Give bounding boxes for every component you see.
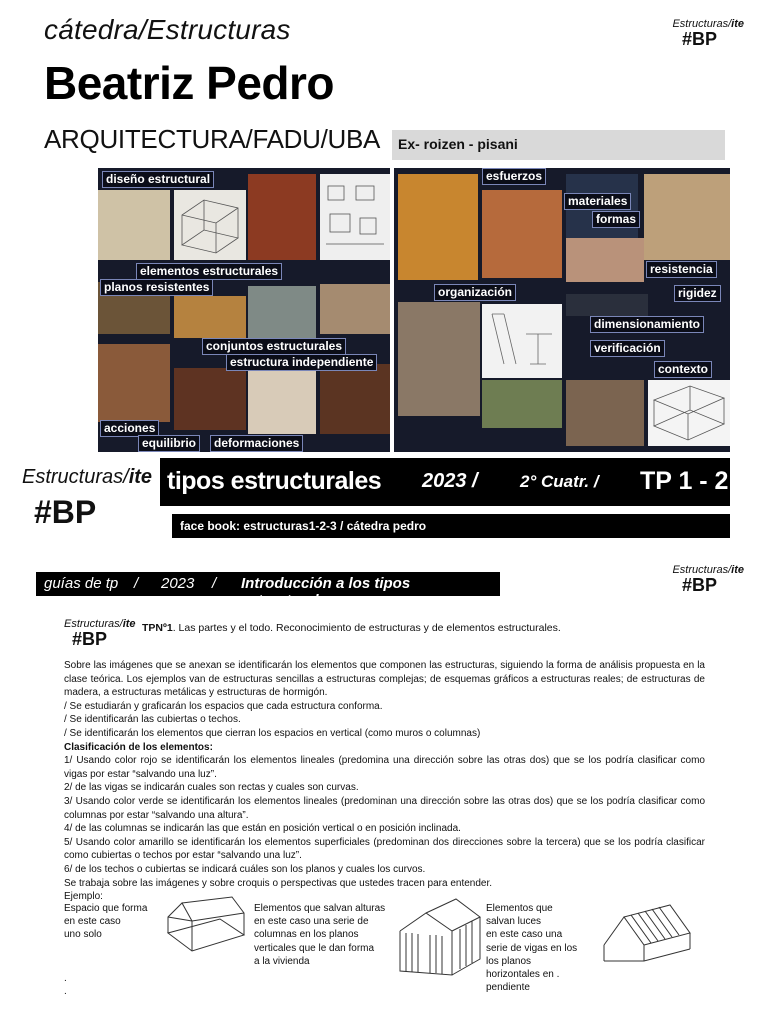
photo-terraces: [482, 380, 562, 428]
title-term: 2° Cuatr. /: [520, 472, 599, 491]
guide-left: guías de tp: [44, 575, 119, 592]
photo-lattice: [98, 344, 170, 422]
logo-tag: #BP: [682, 29, 718, 49]
title-text: tipos estructurales: [167, 467, 382, 495]
logo-mid-prefix: Estructuras/: [672, 564, 732, 576]
logo-small: [64, 618, 144, 648]
title-tp: TP 1 - 2: [640, 467, 729, 495]
label-esfuerzos: esfuerzos: [482, 168, 546, 185]
caption-1-line-3: uno solo: [64, 929, 102, 941]
drawing-grid: [648, 380, 730, 446]
professor-name: Beatriz Pedro: [44, 57, 335, 109]
closing-line: Se trabaja sobre las imágenes y sobre croquis o perspectivas que ustedes tracen para entender.: [64, 877, 493, 889]
photo-timber-vault: [174, 296, 246, 338]
photo-strip: [566, 294, 648, 316]
facebook-bar: [172, 514, 730, 538]
step-vertical: / Se identificarán los elementos que cierran los espacios en vertical (como muros o columnas): [64, 727, 481, 739]
ex-text: Ex- roizen - pisani: [398, 136, 518, 152]
collage-right: [394, 168, 730, 452]
caption-2-line-2: en este caso una serie de: [254, 916, 369, 928]
logo-prefix: Estructuras/: [672, 18, 732, 30]
catedra-heading: cátedra/Estructuras: [44, 14, 291, 45]
photo-facade: [566, 238, 644, 282]
drawing-structure: [174, 190, 246, 260]
logo-large-tag: #BP: [34, 494, 97, 530]
title-year: 2023 /: [422, 470, 478, 492]
tp1-label: TPNº1: [142, 622, 173, 634]
item-1: 1/ Usando color rojo se identificarán los elementos lineales (predomina una dirección sobre las otras dos) que se los podría clasificar como vigas por estar “salvando una luz”.: [64, 755, 705, 780]
collage-left: [98, 168, 390, 452]
photo-shell: [248, 368, 316, 434]
photo-framing: [644, 174, 730, 260]
sketch-house-beams: [598, 895, 694, 967]
guide-sep-1: /: [134, 575, 139, 592]
item-2: 2/ de las vigas se indicarán cuales son rectas y cuales son curvas.: [64, 782, 359, 794]
label-resistencia: resistencia: [646, 261, 717, 278]
photo-timber-roof: [398, 174, 478, 280]
step-spaces: / Se estudiarán y graficarán los espacios que cada estructura conforma.: [64, 700, 383, 712]
step-roofs: / Se identificarán las cubiertas o techos.: [64, 714, 241, 726]
tp1-text: . Las partes y el todo. Reconocimiento de estructuras y de elementos estructurales.: [172, 622, 561, 634]
label-elementos: elementos estructurales: [136, 263, 282, 280]
caption-2-line-4: verticales que le dan forma: [254, 942, 375, 954]
label-materiales: materiales: [564, 193, 631, 210]
sketch-house-columns: [396, 895, 484, 979]
caption-3-line-1: Elementos que: [486, 903, 553, 914]
caption-2-line-1: Elementos que salvan alturas: [254, 903, 386, 914]
logo-small-tag: #BP: [72, 629, 108, 649]
caption-1-line-1: Espacio que forma: [64, 903, 148, 914]
caption-3-line-6: horizontales en .: [486, 969, 560, 981]
photo-mushroom: [320, 364, 390, 434]
drawing-section: [482, 304, 562, 378]
caption-dot-2: .: [64, 985, 67, 997]
label-rigidez: rigidez: [674, 285, 721, 302]
tp1-heading: [142, 622, 561, 634]
classification-heading: Clasificación de los elementos:: [64, 741, 213, 753]
caption-3-line-7: pendiente: [486, 982, 530, 994]
logo-small-suffix: ite: [122, 618, 136, 630]
label-planos: planos resistentes: [100, 279, 213, 296]
ex-box: [392, 130, 725, 160]
label-organizacion: organización: [434, 284, 516, 301]
photo-tower: [398, 302, 480, 416]
caption-3-line-3: en este caso una: [486, 929, 563, 941]
logo-large: [20, 460, 160, 532]
label-conjuntos: conjuntos estructurales: [202, 338, 346, 355]
caption-2-line-5: a la vivienda: [254, 955, 310, 967]
photo-bridge: [320, 284, 390, 334]
logo-mid: [640, 564, 744, 594]
label-diseno: diseño estructural: [102, 171, 214, 188]
example-caption-2: [254, 902, 385, 968]
example-label: Ejemplo:: [64, 891, 103, 903]
instructions-body: [64, 659, 705, 904]
example-caption-3: [486, 902, 577, 994]
caption-3-line-5: los planos: [486, 955, 532, 967]
photo-vaults: [482, 190, 562, 278]
caption-3-line-2: salvan luces: [486, 916, 542, 928]
caption-2-line-3: columnas en los planos: [254, 929, 359, 941]
photo-columns: [174, 368, 246, 430]
example-caption-1: [64, 902, 147, 998]
label-acciones: acciones: [100, 420, 159, 437]
logo-small-prefix: Estructuras/: [64, 618, 123, 630]
logo-suffix: ite: [731, 18, 744, 30]
guide-year: 2023: [161, 575, 195, 592]
label-dimensionamiento: dimensionamiento: [590, 316, 704, 333]
caption-1-line-2: en este caso: [64, 916, 121, 928]
guide-bar: [36, 572, 500, 609]
logo-large-prefix: Estructuras/: [22, 466, 129, 488]
guide-sep-2: /: [212, 575, 217, 592]
label-contexto: contexto: [654, 361, 712, 378]
item-6: 6/ de los techos o cubiertas se indicará cuáles son los planos y cuales los curvos.: [64, 863, 426, 875]
label-formas: formas: [592, 211, 640, 228]
caption-3-line-4: serie de vigas en los: [486, 942, 578, 954]
title-band: [160, 458, 730, 506]
label-verificacion: verificación: [590, 340, 665, 357]
drawing-joints: [320, 174, 390, 260]
sketch-house-space: [162, 895, 252, 957]
logo-top: [640, 18, 744, 48]
facebook-text: face book: estructuras1-2-3 / cátedra pedro: [180, 519, 427, 533]
guide-title: Introducción a los tipos estructurales: [241, 575, 411, 609]
item-3: 3/ Usando color verde se identificarán los elementos lineales (predominan una dirección sobre las otras dos) que se los podría clasificar como columnas por estar “salvando una altura”.: [64, 795, 705, 821]
caption-dot-1: .: [64, 972, 67, 984]
logo-large-suffix: ite: [128, 466, 153, 488]
item-5: 5/ Usando color amarillo se identificarán los elementos superficiales (predominan dos direcciones sobre la tercera) que se los podría clasificar como cubiertas o techos por estar “salvando una luz”.: [64, 836, 705, 862]
photo-cylinder: [566, 380, 644, 446]
logo-mid-suffix: ite: [731, 564, 744, 576]
faculty-heading: ARQUITECTURA/FADU/UBA: [44, 124, 381, 154]
label-equilibrio: equilibrio: [138, 435, 200, 452]
photo-greenhouse: [248, 286, 316, 338]
label-deformaciones: deformaciones: [210, 435, 303, 452]
intro-paragraph: Sobre las imágenes que se anexan se identificarán los elementos que componen las estructuras, siguiendo la forma de análisis propuesta en la clase teórica. Los ejemplos van de estructuras sencillas a estructuras complejas; de esquemas gráficos a estructuras reales; de estructuras de madera, a estructuras metálicas y estructuras de hormigón.: [64, 660, 705, 699]
label-estructura-indep: estructura independiente: [226, 354, 377, 371]
logo-mid-tag: #BP: [682, 575, 718, 595]
photo-wood-frame: [98, 190, 170, 260]
photo-steel-frame: [248, 174, 316, 260]
item-4: 4/ de las columnas se indicarán las que están en posición vertical o en posición inclinada.: [64, 823, 461, 835]
